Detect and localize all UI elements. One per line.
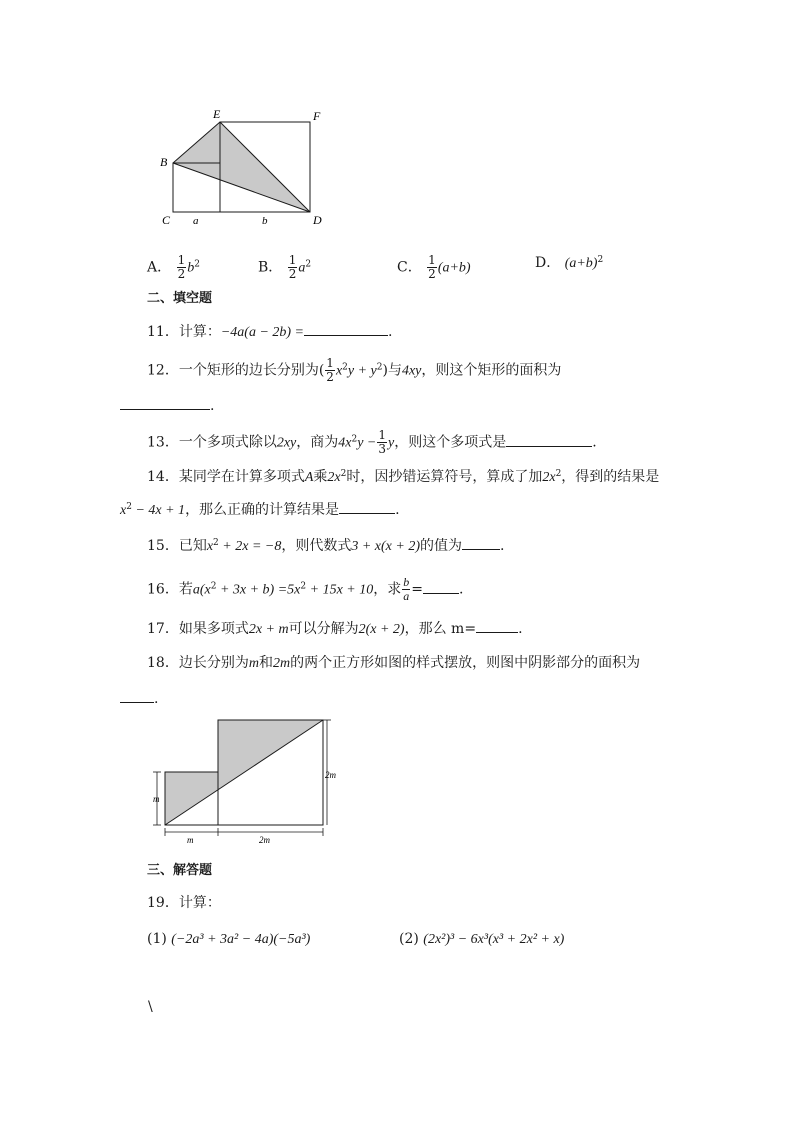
- label-E: E: [213, 107, 221, 121]
- question-19-part-1: (1) (−2a³ + 3a² − 4a)(−5a³): [147, 931, 311, 947]
- figure-two-squares: [145, 712, 350, 847]
- question-12: 12．一个矩形的边长分别为( $\frac{1}{2}$ $x^2y + y^2$)与4xy，则这个矩形的面积为: [147, 356, 562, 384]
- fraction: $\frac{1}{2}$: [326, 356, 334, 384]
- label-D: D: [313, 213, 322, 227]
- fraction: $\frac{1}{3}$: [378, 428, 387, 456]
- question-13: 13．一个多项式除以2xy，商为$4x^2y$ − $\frac{1}{3}$ y，则这个多项式是 .: [147, 428, 597, 456]
- dim-label-m-bottom: m: [187, 835, 194, 845]
- dim-label-2m-right: 2m: [325, 770, 336, 780]
- question-12-line2: .: [120, 395, 214, 415]
- question-14: 14．某同学在计算多项式A乘$2x^2$时，因抄错运算符号，算成了加$2x^2$，得到的结果是: [147, 469, 660, 485]
- option-c: C． $\frac{1}{2}$ (a+b): [397, 253, 471, 281]
- question-14-line2: $x^2 - 4x + 1$，那么正确的计算结果是 .: [120, 499, 400, 520]
- option-d: D． $(a+b)^2$: [535, 255, 604, 271]
- fraction: $\frac{1}{2}$: [288, 253, 297, 281]
- question-16: 16．若$a(x^2 + 3x + b) =5x^2 + 15x + 10$，求 $\frac{b}{a}$ = .: [147, 575, 464, 603]
- option-b: B． $\frac{1}{2}$ $a^2$: [258, 253, 312, 281]
- question-11: 11．计算：−4a(a − 2b) = .: [147, 321, 392, 342]
- figure-rectangles-triangle: [150, 100, 350, 240]
- section-title-solutions: 三、解答题: [147, 863, 213, 878]
- section-title-fill-in: 二、填空题: [147, 291, 213, 306]
- label-B: B: [160, 155, 168, 169]
- dim-label-m-left: m: [153, 794, 160, 804]
- option-a: A． $\frac{1}{2}$ $b^2$: [147, 253, 200, 281]
- fraction: $\frac{b}{a}$: [403, 575, 410, 603]
- label-F: F: [313, 109, 321, 123]
- dim-label-2m-bottom: 2m: [259, 835, 270, 845]
- fraction: $\frac{1}{2}$: [428, 253, 436, 281]
- question-19: 19．计算：: [147, 895, 221, 911]
- question-19-part-2: (2) (2x²)³ − 6x³(x³ + 2x² + x): [399, 931, 565, 947]
- fraction: $\frac{1}{2}$: [177, 253, 186, 281]
- question-17: 17．如果多项式2x + m可以分解为2(x + 2)，那么 m= .: [147, 618, 523, 639]
- question-15: 15．已知$x^2 + 2x = -8$，则代数式3 + x(x + 2)的值为 .: [147, 535, 504, 556]
- question-18: 18．边长分别为m和2m的两个正方形如图的样式摆放，则图中阴影部分的面积为: [147, 655, 641, 671]
- label-a: a: [193, 215, 199, 227]
- label-C: C: [162, 213, 171, 227]
- question-18-line2: .: [120, 688, 158, 708]
- stray-backslash: \: [148, 999, 153, 1015]
- label-b: b: [262, 215, 268, 227]
